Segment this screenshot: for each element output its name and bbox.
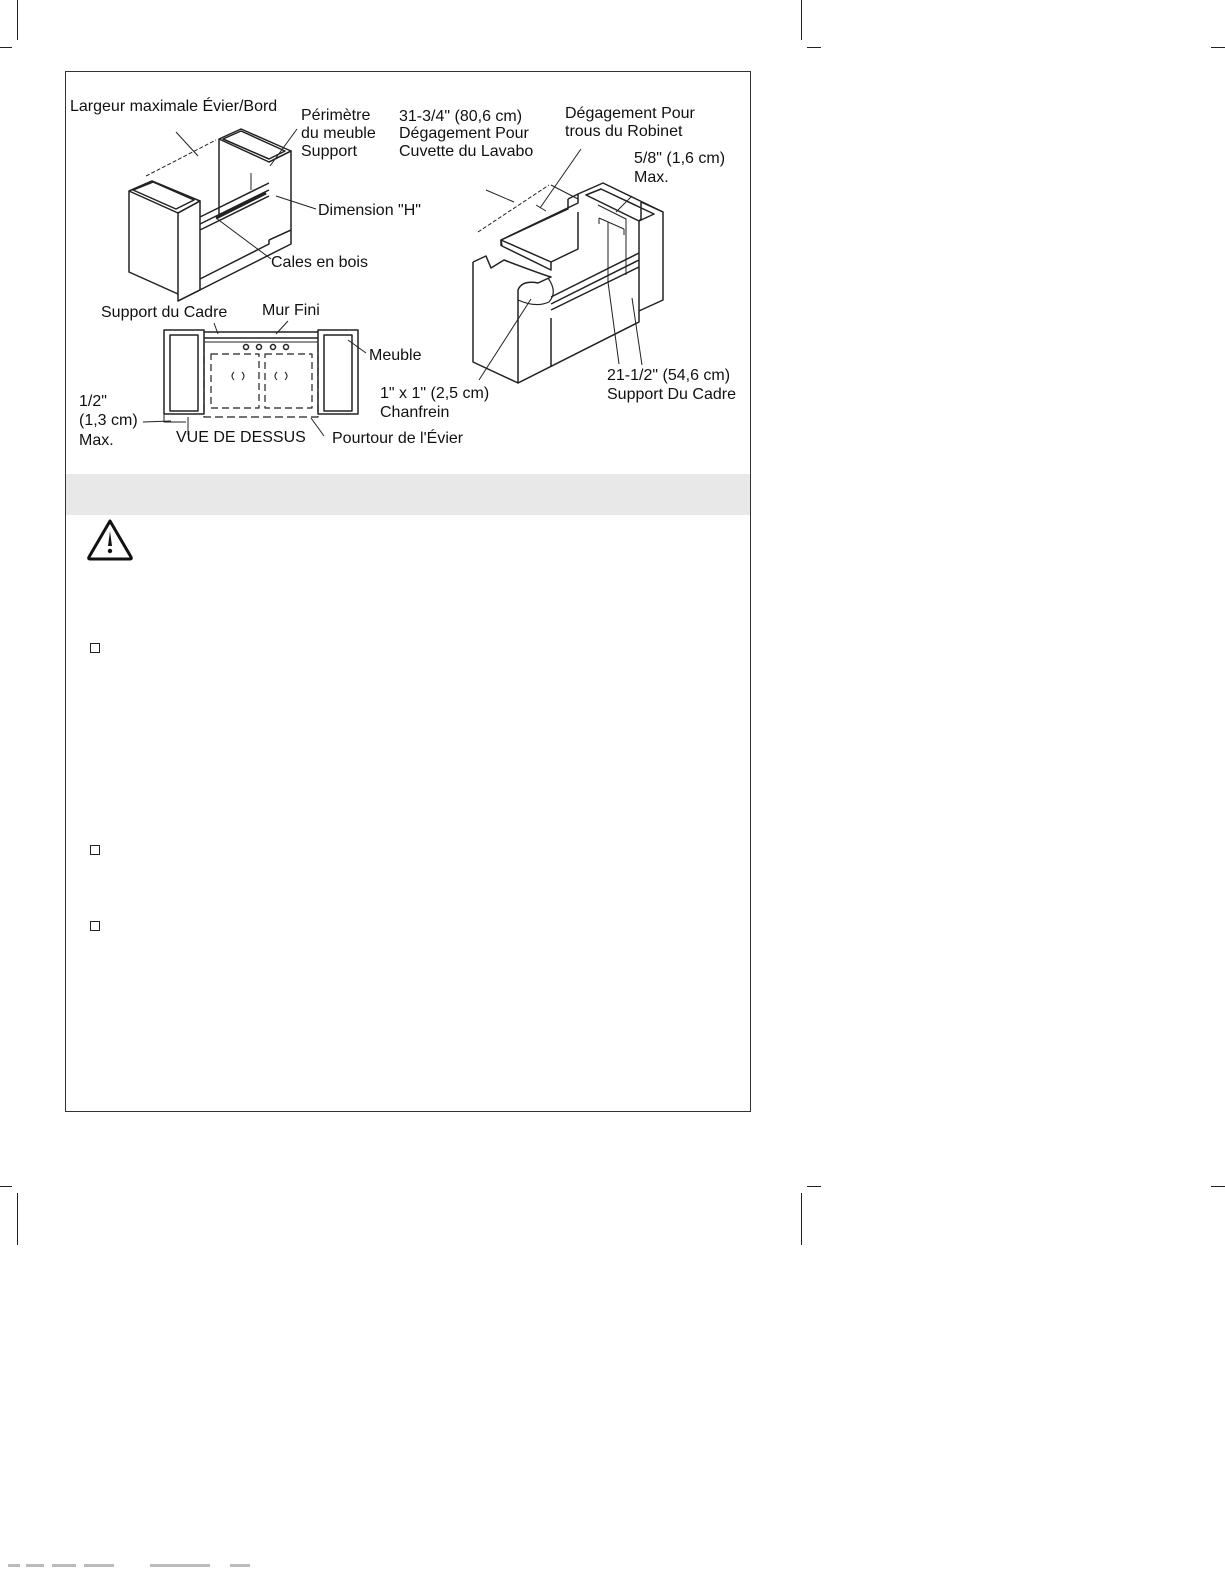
crop-mark	[0, 1186, 12, 1187]
crop-mark	[807, 47, 821, 48]
crop-mark	[1211, 1186, 1225, 1187]
instruction-panel	[65, 71, 751, 1112]
label-cuvette-3: Cuvette du Lavabo	[399, 143, 534, 160]
label-perimetre-2: du meuble	[301, 125, 376, 142]
checkbox-icon[interactable]	[90, 845, 100, 855]
crop-mark	[0, 47, 12, 48]
label-cales: Cales en bois	[271, 254, 368, 271]
warning-icon	[86, 518, 134, 562]
checkbox-icon[interactable]	[90, 643, 100, 653]
label-cuvette-1: 31-3/4" (80,6 cm)	[399, 108, 523, 125]
top-view-drawing	[164, 330, 358, 422]
checkbox-icon[interactable]	[90, 921, 100, 931]
installation-figure	[66, 72, 750, 474]
left-cabinet-drawing	[129, 129, 291, 301]
section-heading-bar	[66, 474, 750, 515]
label-five-eighth-2: Max.	[634, 169, 669, 186]
label-meuble: Meuble	[369, 347, 422, 364]
label-mur-fini: Mur Fini	[262, 302, 320, 319]
label-support-du-cadre-1: 21-1/2" (54,6 cm)	[607, 367, 731, 384]
label-largeur: Largeur maximale Évier/Bord	[70, 98, 278, 115]
label-half-2: (1,3 cm)	[79, 412, 138, 429]
label-half-1: 1/2"	[79, 393, 107, 410]
label-cuvette-2: Dégagement Pour	[399, 125, 529, 142]
label-chanfrein-2: Chanfrein	[380, 404, 450, 421]
color-bar-strip	[0, 1560, 260, 1570]
label-dimension-h: Dimension "H"	[318, 202, 421, 219]
crop-mark	[801, 1193, 802, 1245]
label-pourtour: Pourtour de l'Évier	[332, 430, 464, 447]
crop-mark	[801, 0, 802, 40]
label-robinet-1: Dégagement Pour	[565, 105, 695, 122]
crop-mark	[17, 1193, 18, 1245]
crop-mark	[17, 0, 18, 40]
label-half-3: Max.	[79, 432, 114, 449]
label-support-du-cadre-2: Support Du Cadre	[607, 386, 736, 403]
label-perimetre-1: Périmètre	[301, 107, 371, 124]
crop-mark	[1211, 47, 1225, 48]
label-perimetre-3: Support	[301, 143, 358, 160]
label-chanfrein-1: 1" x 1" (2,5 cm)	[380, 385, 490, 402]
label-robinet-2: trous du Robinet	[565, 123, 683, 140]
right-cabinet-drawing	[473, 183, 663, 383]
label-support-cadre: Support du Cadre	[101, 304, 228, 321]
label-five-eighth-1: 5/8" (1,6 cm)	[634, 150, 726, 167]
label-vue-dessus: VUE DE DESSUS	[176, 429, 306, 446]
crop-mark	[807, 1186, 821, 1187]
